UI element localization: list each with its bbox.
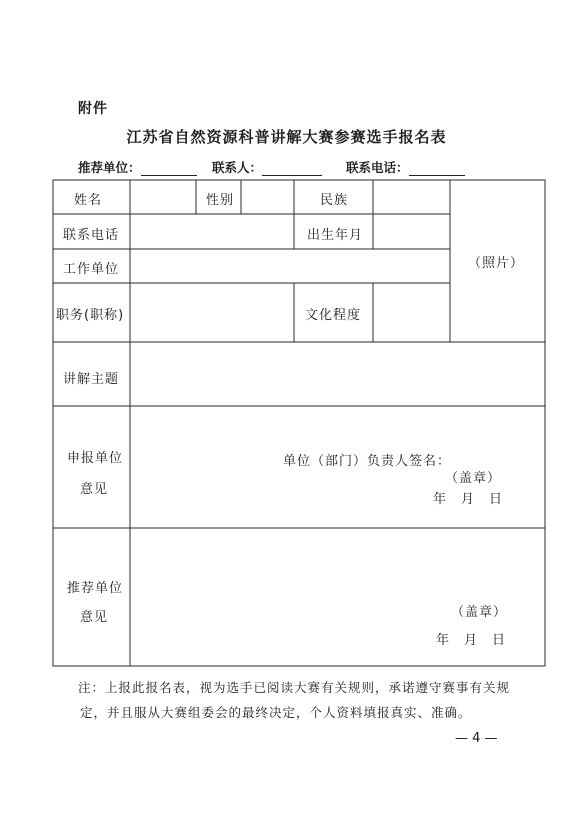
applicant-seal-label: （盖章）: [445, 471, 502, 486]
recommender-date-label: 年 月 日: [436, 633, 507, 648]
work-unit-label: 工作单位: [63, 262, 120, 277]
applicant-date-label: 年 月 日: [433, 492, 504, 507]
birth-date-label: 出生年月: [307, 228, 364, 243]
topic-label: 讲解主题: [63, 372, 120, 387]
form-title: 江苏省自然资源科普讲解大赛参赛选手报名表: [126, 128, 447, 146]
footnote-line-1: 注：上报此报名表，视为选手已阅读大赛有关规则，承诺遵守赛事有关规: [78, 680, 511, 695]
education-label: 文化程度: [305, 308, 362, 323]
contact-phone-label: 联系电话：: [346, 160, 409, 175]
recommender-seal-label: （盖章）: [451, 605, 508, 620]
applicant-opinion-label-2: 意见: [80, 482, 109, 497]
page-number: — 4 —: [455, 731, 498, 746]
phone-label: 联系电话: [63, 228, 120, 243]
name-label: 姓名: [74, 193, 103, 208]
attachment-label: 附件: [78, 101, 108, 117]
position-label: 职务(职称): [56, 308, 125, 323]
applicant-signature-label: 单位（部门）负责人签名：: [283, 454, 452, 469]
recommender-opinion-label-2: 意见: [80, 610, 109, 625]
contact-person-label: 联系人：: [212, 160, 263, 175]
recommend-unit-label: 推荐单位：: [78, 160, 141, 175]
ethnicity-label: 民族: [320, 193, 349, 208]
footnote-line-2: 定，并且服从大赛组委会的最终决定，个人资料填报真实、准确。: [80, 705, 472, 720]
applicant-opinion-label-1: 申报单位: [67, 451, 124, 466]
photo-placeholder: （照片）: [468, 256, 525, 271]
recommender-opinion-label-1: 推荐单位: [67, 581, 124, 596]
gender-label: 性别: [206, 193, 235, 208]
